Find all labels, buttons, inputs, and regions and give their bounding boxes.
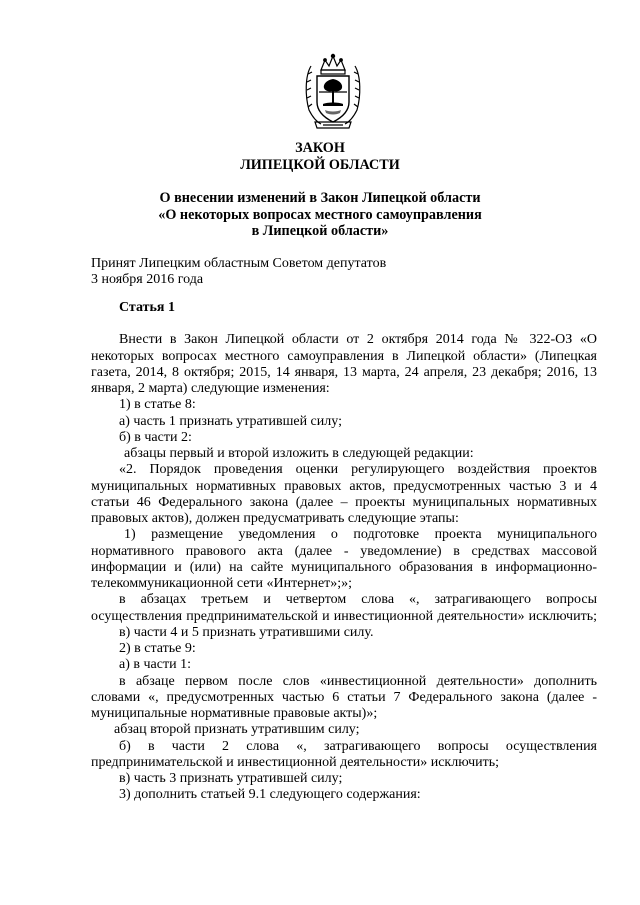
body-line: в) часть 3 признать утратившей силу; — [119, 771, 343, 786]
body-line: осуществления предпринимательской и инвестиционной деятельности» исключить; — [91, 609, 597, 624]
body-line: в абзацах третьем и четвертом слова «, затрагивающего вопросы — [119, 592, 597, 607]
body-line: 3) дополнить статьей 9.1 следующего содержания: — [119, 787, 421, 802]
subtitle-line-3: в Липецкой области» — [251, 223, 389, 239]
body-line: телекоммуникационной сети «Интернет»;»; — [91, 576, 353, 591]
region-title: ЛИПЕЦКОЙ ОБЛАСТИ — [240, 157, 400, 173]
body-line: в абзаце первом после слов «инвестиционной деятельности» дополнить — [119, 674, 597, 689]
subtitle-line-1: О внесении изменений в Закон Липецкой области — [159, 190, 481, 206]
body-line: абзац второй признать утратившим силу; — [114, 722, 360, 737]
body-line: нормативного правового акта (далее - уведомление) в средствах массовой — [91, 544, 597, 559]
body-line: а) в части 1: — [119, 657, 191, 672]
body-line: января, 2 марта) следующие изменения: — [91, 381, 330, 396]
body-line: газета, 2014, 8 октября; 2015, 14 января, 13 марта, 24 апреля, 23 декабря; 2016, 13 — [91, 365, 597, 380]
body-line: б) в части 2 слова «, затрагивающего вопросы осуществления — [119, 739, 597, 754]
body-line: а) часть 1 признать утратившей силу; — [119, 414, 342, 429]
body-line: 2) в статье 9: — [119, 641, 196, 656]
body-line: 1) размещение уведомления о подготовке проекта муниципального — [124, 527, 597, 542]
subtitle-line-2: «О некоторых вопросах местного самоуправления — [158, 207, 482, 223]
body-line: «2. Порядок проведения оценки регулирующего воздействия проектов — [119, 462, 597, 477]
body-line: словами «, предусмотренных частью 6 статьи 7 Федерального закона (далее - — [91, 690, 597, 705]
body-line: Внести в Закон Липецкой области от 2 октября 2014 года № 322-ОЗ «О — [119, 332, 597, 347]
body-line: муниципальные нормативные правовые акты)»; — [91, 706, 378, 721]
adopted-line-1: Принят Липецким областным Советом депутатов — [91, 256, 387, 271]
law-title: ЗАКОН — [295, 140, 345, 156]
body-line: статьи 46 Федерального закона (далее – проекты муниципальных нормативных — [91, 495, 597, 510]
body-line: б) в части 2: — [119, 430, 192, 445]
article-heading: Статья 1 — [119, 300, 175, 315]
body-line: информации и (или) на сайте муниципального образования в информационно- — [91, 560, 597, 575]
body-line: некоторых вопросах местного самоуправления в Липецкой области» (Липецкая — [91, 349, 597, 364]
body-line: абзацы первый и второй изложить в следующей редакции: — [124, 446, 474, 461]
body-line: в) части 4 и 5 признать утратившими силу. — [119, 625, 374, 640]
body-line: предпринимательской и инвестиционной деятельности» исключить; — [91, 755, 500, 770]
body-line: правовых актов), должен предусматривать следующие этапы: — [91, 511, 459, 526]
adopted-line-2: 3 ноября 2016 года — [91, 272, 204, 287]
coat-of-arms-icon — [303, 52, 363, 136]
body-line: 1) в статье 8: — [119, 397, 196, 412]
body-line: муниципальных нормативных правовых актов, предусмотренных частью 3 и 4 — [91, 479, 597, 494]
